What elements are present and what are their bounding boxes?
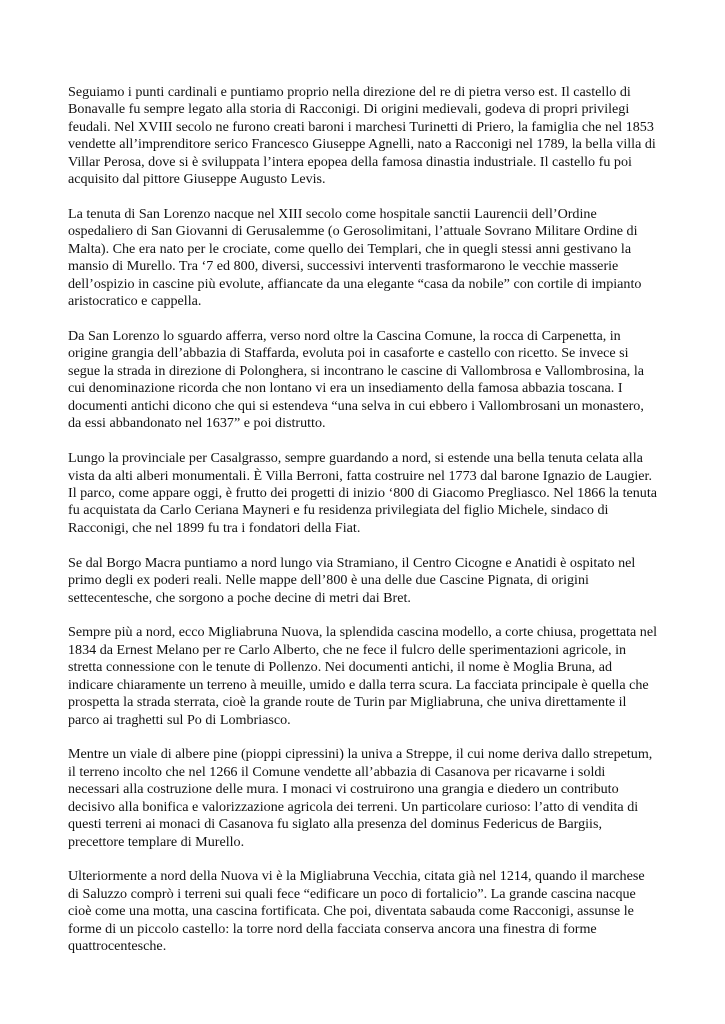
paragraph-migliabruna-nuova: Sempre più a nord, ecco Migliabruna Nuova, la splendida cascina modello, a corte chiusa, progettata nel 1834 da Ernest Melano per re Carlo Alberto, che ne fece il fulcro delle sperimentazioni agricole, in stretta connessione con le tenute di Pollenzo. Nei documenti antichi, il nome è Moglia Bruna, ad indicare chiaramente un terreno à meuille, umido e dalla terra scura. La facciata principale è quella che prospetta la strada sterrata, cioè la grande route de Turin par Migliabruna, che univa direttamente il parco ai traghetti sul Po di Lombriasco. [68,624,657,728]
paragraph-migliabruna-vecchia: Ulteriormente a nord della Nuova vi è la Migliabruna Vecchia, citata già nel 1214, quando il marchese di Saluzzo comprò i terreni sui quali fece “edificare un poco di fortalicio”. La grande cascina nacque cioè come una motta, una cascina fortificata. Che poi, diventata sabauda come Racconigi, assunse le forme di un piccolo castello: la torre nord della facciata conserva ancora una finestra di forme quattrocentesche. [68,868,645,955]
paragraph-villa-berroni: Lungo la provinciale per Casalgrasso, sempre guardando a nord, si estende una bella tenuta celata alla vista da alti alberi monumentali. È Villa Berroni, fatta costruire nel 1773 dal barone Ignazio de Laugier. Il parco, come appare oggi, è frutto dei progetti di inizio ‘800 di Giacomo Pregliasco. Nel 1866 la tenuta fu acquistata da Carlo Ceriana Mayneri e fu residenza privilegiata del figlio Michele, sindaco di Racconigi, che nel 1899 fu tra i fondatori della Fiat. [68,450,658,536]
paragraph-carpenetta: Da San Lorenzo lo sguardo afferra, verso nord oltre la Cascina Comune, la rocca di Carpenetta, in origine grangia dell’abbazia di Staffarda, evoluta poi in casaforte e castello con ricetto. Se invece si segue la strada in direzione di Polonghera, si incontrano le cascine di Vallombrosa e Vallombrosina, la cui denominazione ricorda che non lontano vi era un insediamento della famosa abbazia toscana. I documenti antichi dicono che qui si estendeva “una selva in cui ebbero i Vallombrosani un monastero, da essi abbandonato nel 1637” e poi distrutto. [68,328,644,432]
paragraph-streppe: Mentre un viale di albere pine (pioppi cipressini) la univa a Streppe, il cui nome deriva dallo strepetum, il terreno incolto che nel 1266 il Comune vendette all’abbazia di Casanova per ricavarne i soldi necessari alla costruzione delle mura. I monaci vi costruirono una grangia e diedero un contributo decisivo alla bonifica e valorizzazione agricola dei terreni. Un particolare curioso: l’atto di vendita di questi terreni ai monaci di Casanova fu siglato alla presenza del dominus Federicus de Bargiis, precettore templare di Murello. [68,746,653,850]
paragraph-borgo-macra: Se dal Borgo Macra puntiamo a nord lungo via Stramiano, il Centro Cicogne e Anatidi è ospitato nel primo degli ex poderi reali. Nelle mappe dell’800 è una delle due Cascine Pignata, di origini settecentesche, che sorgono a poche decine di metri dai Bret. [68,554,636,606]
paragraph-bonavalle: Seguiamo i punti cardinali e puntiamo proprio nella direzione del re di pietra verso est. Il castello di Bonavalle fu sempre legato alla storia di Racconigi. Di origini medievali, godeva di propri privilegi feudali. Nel XVIII secolo ne furono creati baroni i marchesi Turinetti di Priero, la famiglia che nel 1853 vendette all’imprenditore serico Francesco Giuseppe Agnelli, nato a Racconigi nel 1789, la bella villa di Villar Perosa, dove si è sviluppata l’intera epopea della famosa dinastia industriale. Il castello fu poi acquisito dal pittore Giuseppe Augusto Levis. [68,84,656,188]
paragraph-san-lorenzo: La tenuta di San Lorenzo nacque nel XIII secolo come hospitale sanctii Laurencii dell’Ordine ospedaliero di San Giovanni di Gerusalemme (o Gerosolimitani, l’attuale Sovrano Militare Ordine di Malta). Che era nato per le crociate, come quello dei Templari, che in quegli stessi anni gestivano la mansio di Murello. Tra ‘7 ed 800, diversi, successivi interventi trasformarono le vecchie masserie dell’ospizio in cascine più evolute, affiancate da una elegante “casa da nobile” con cortile di impianto aristocratico e cappella. [68,206,642,310]
document-page [68,84,658,973]
